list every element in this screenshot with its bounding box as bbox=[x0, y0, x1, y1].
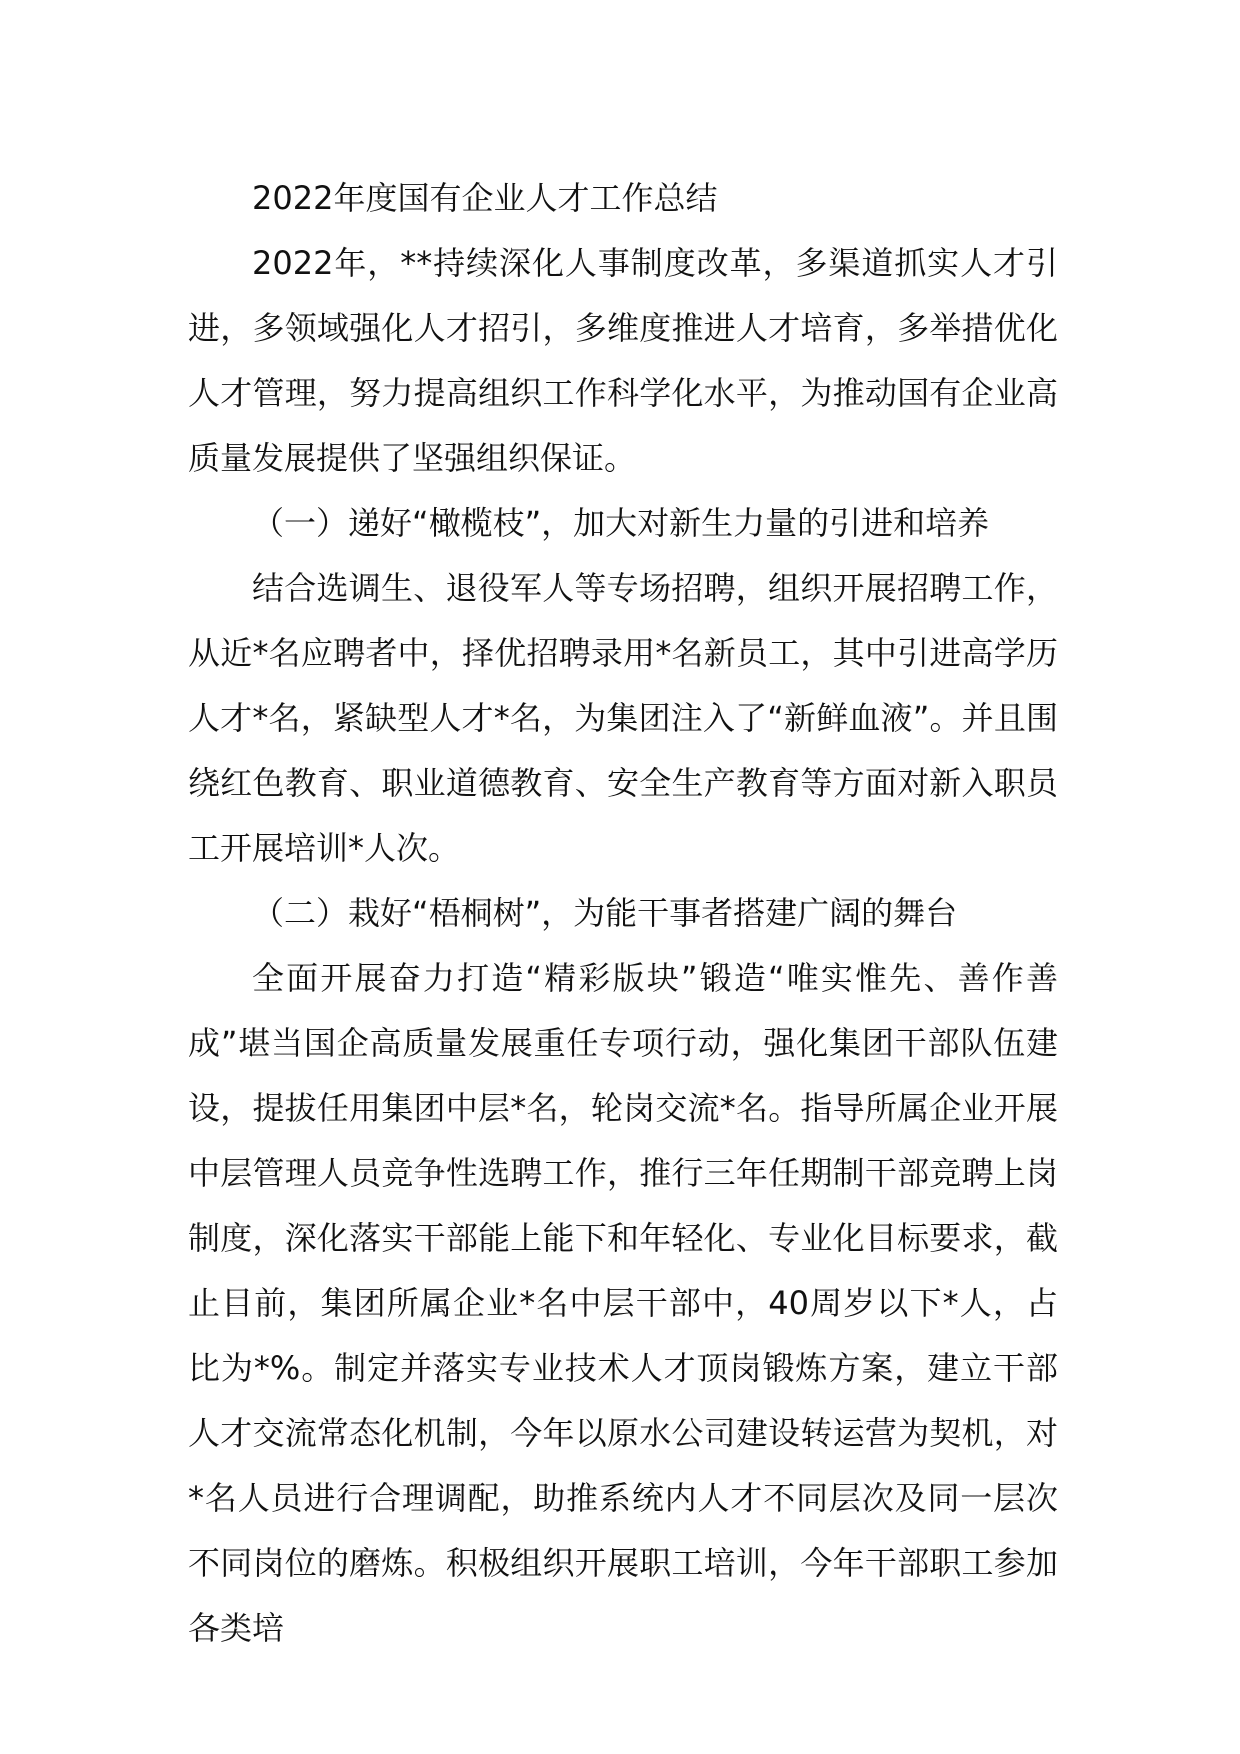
paragraph-section-2: 全面开展奋力打造“精彩版块”锻造“唯实惟先、善作善成”堪当国企高质量发展重任专项行动，强化集团干部队伍建设，提拔任用集团中层*名，轮岗交流*名。指导所属企业开展中层管理人员竞争性选聘工作，推行三年任期制干部竞聘上岗制度，深化落实干部能上能下和年轻化、专业化目标要求，截止目前，集团所属企业*名中层干部中，40周岁以下*人，占比为*%。制定并落实专业技术人才顶岗锻炼方案，建立干部人才交流常态化机制，今年以原水公司建设转运营为契机，对*名人员进行合理调配，助推系统内人才不同层次及同一层次不同岗位的磨炼。积极组织开展职工培训，今年干部职工参加各类培 bbox=[188, 959, 1058, 1647]
document-title: 2022年度国有企业人才工作总结 bbox=[252, 179, 718, 217]
section-heading-1: （一）递好“橄榄枝”，加大对新生力量的引进和培养 bbox=[252, 504, 990, 542]
document-body bbox=[188, 166, 1058, 1661]
section-heading-2: （二）栽好“梧桐树”，为能干事者搭建广阔的舞台 bbox=[252, 894, 958, 932]
paragraph-section-1: 结合选调生、退役军人等专场招聘，组织开展招聘工作，从近*名应聘者中，择优招聘录用*名新员工，其中引进高学历人才*名，紧缺型人才*名，为集团注入了“新鲜血液”。并且围绕红色教育、职业道德教育、安全生产教育等方面对新入职员工开展培训*人次。 bbox=[188, 569, 1058, 867]
paragraph-intro: 2022年，**持续深化人事制度改革，多渠道抓实人才引进，多领域强化人才招引，多维度推进人才培育，多举措优化人才管理，努力提高组织工作科学化水平，为推动国有企业高质量发展提供了坚强组织保证。 bbox=[188, 244, 1058, 477]
